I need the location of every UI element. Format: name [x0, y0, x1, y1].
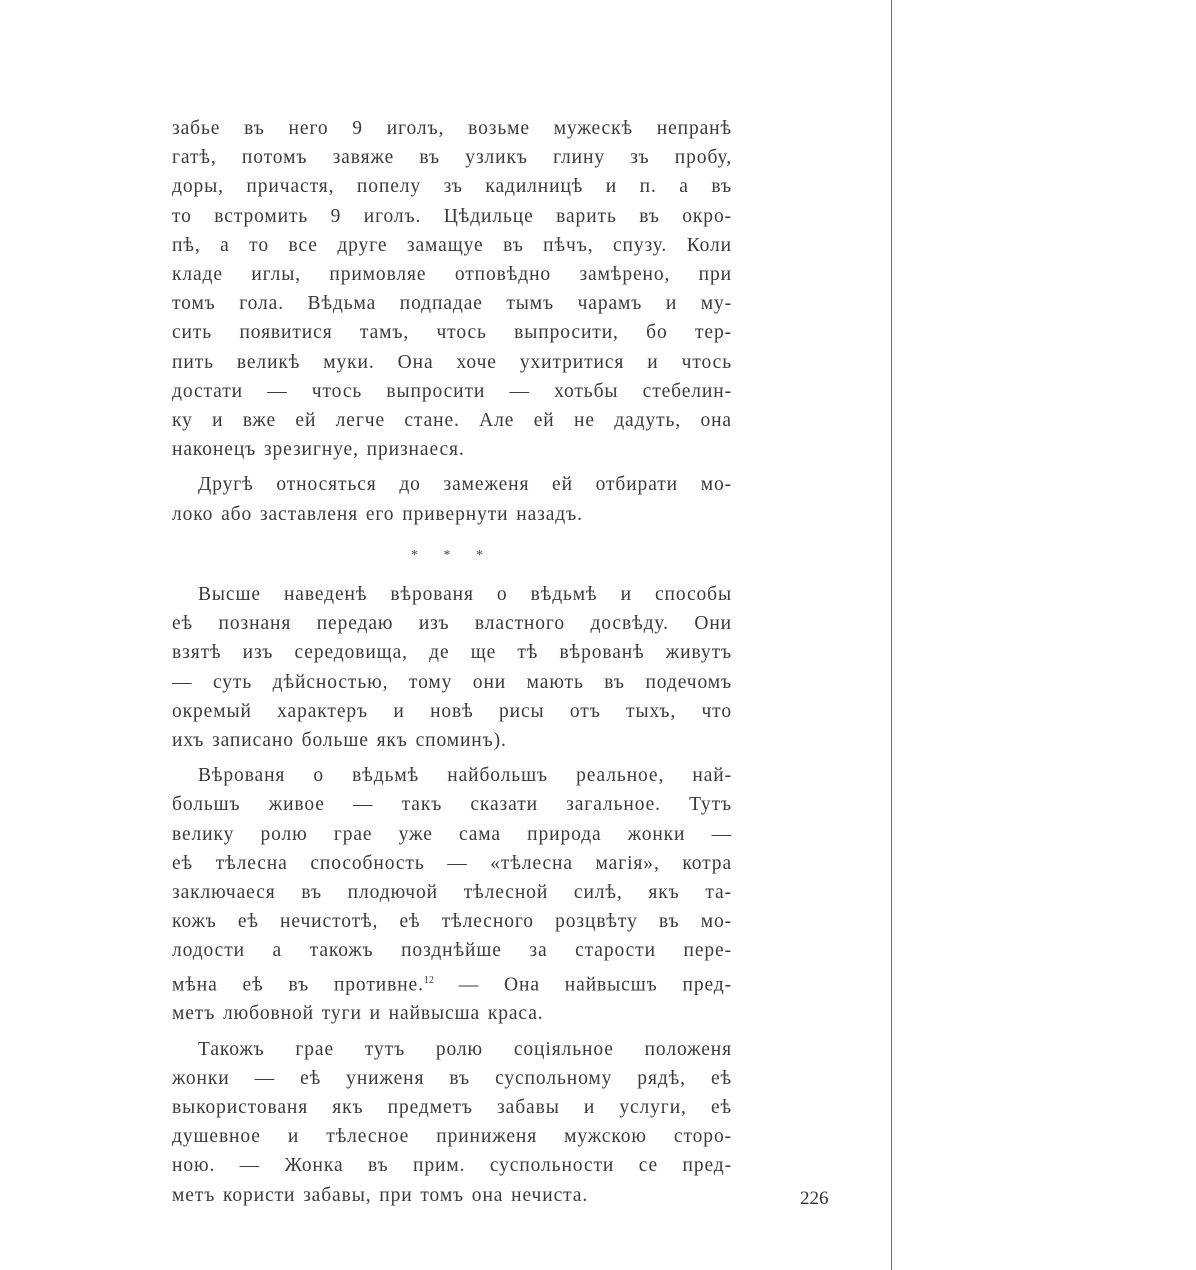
page-number: 226 [800, 1188, 829, 1209]
text-line: заключаеся въ плодючой тѣлесной силѣ, якъ та- [172, 882, 732, 904]
text-line: окремый характеръ и новѣ рисы отъ тыхъ, что [172, 700, 732, 722]
text-line: душевное и тѣлесное приниженя мужскою сторо- [172, 1126, 732, 1148]
paragraph [172, 470, 732, 528]
text-line: Вѣрованя о вѣдьмѣ найбольшъ реальное, най- [198, 765, 732, 787]
text-line: наконецъ зрезигнуе, признаеся. [172, 439, 465, 461]
text-line: велику ролю грае уже сама природа жонки — [172, 823, 732, 845]
text-line-continuation: — Она найвысшъ пред- [433, 974, 732, 996]
text-line: сить появитися тамъ, чтось выпросити, бо тер- [172, 322, 732, 344]
paragraph [172, 580, 732, 755]
text-line: пѣ, а то все друге замащуе въ пѣчъ, спузу. Коли [172, 234, 732, 256]
text-line: доры, причастя, попелу зъ кадилницѣ и п. а въ [172, 176, 732, 198]
text-line-content: мѣна еѣ въ противне. [172, 974, 424, 996]
section-separator: * * * [411, 547, 493, 563]
text-line: забье въ него 9 иголъ, возьме мужескѣ непранѣ [172, 118, 732, 139]
text-line: еѣ познаня передаю изъ властного досвѣду. Они [172, 613, 732, 635]
text-line: Другѣ относяться до замеженя ей отбирати мо- [198, 474, 732, 496]
text-line: ку и вже ей легче стане. Але ей не дадуть, она [172, 410, 732, 432]
text-line: ною. — Жонка въ прим. суспольности се пред- [172, 1155, 732, 1177]
text-line: кладе иглы, примовляе отповѣдно замѣрено, при [172, 264, 732, 286]
text-line: метъ любовной туги и найвысша краса. [172, 1003, 544, 1025]
text-line: ихъ записано больше якъ споминъ). [172, 730, 507, 752]
text-line: взятѣ изъ середовища, де ще тѣ вѣрованѣ живутъ [172, 642, 732, 664]
text-line [172, 966, 732, 1000]
text-line: Такожъ грае тутъ ролю соціяльное положеня [198, 1038, 732, 1060]
text-line: гатѣ, потомъ завяже въ узликъ глину зъ пробу, [172, 147, 732, 169]
body-text [172, 114, 732, 1216]
text-line: достати — чтось выпросити — хотьбы стебелин- [172, 380, 732, 402]
text-line: жонки — еѣ униженя въ суспольному рядѣ, еѣ [172, 1067, 732, 1089]
paragraph [172, 761, 732, 1028]
text-line: метъ користи забавы, при томъ она нечиста. [172, 1184, 589, 1206]
text-line: локо або заставленя его привернути назадъ. [172, 503, 583, 525]
text-line: еѣ тѣлесна способность — «тѣлесна магія», котра [172, 852, 732, 874]
text-line: выкористованя якъ предметъ забавы и услуги, еѣ [172, 1097, 732, 1118]
text-line: лодости а такожъ позднѣйше за старости пере- [172, 940, 732, 962]
text-line: — суть дѣйсностью, тому они мають въ подечомъ [172, 671, 732, 693]
footnote-reference: 12 [423, 974, 434, 986]
text-line: большъ живое — такъ сказати загальное. Тутъ [172, 794, 732, 816]
text-line: то встромить 9 иголъ. Цѣдильце варить въ окро- [172, 205, 732, 227]
text-line: пить великѣ муки. Она хоче ухитритися и чтось [172, 351, 732, 373]
text-line: кожъ еѣ нечистотѣ, еѣ тѣлесного розцвѣту въ мо- [172, 911, 732, 933]
text-line: томъ гола. Вѣдьма подпадае тымъ чарамъ и му- [172, 293, 732, 315]
paragraph [172, 114, 732, 464]
text-line: Высше наведенѣ вѣрованя о вѣдьмѣ и способы [198, 584, 732, 606]
paragraph [172, 1035, 732, 1210]
